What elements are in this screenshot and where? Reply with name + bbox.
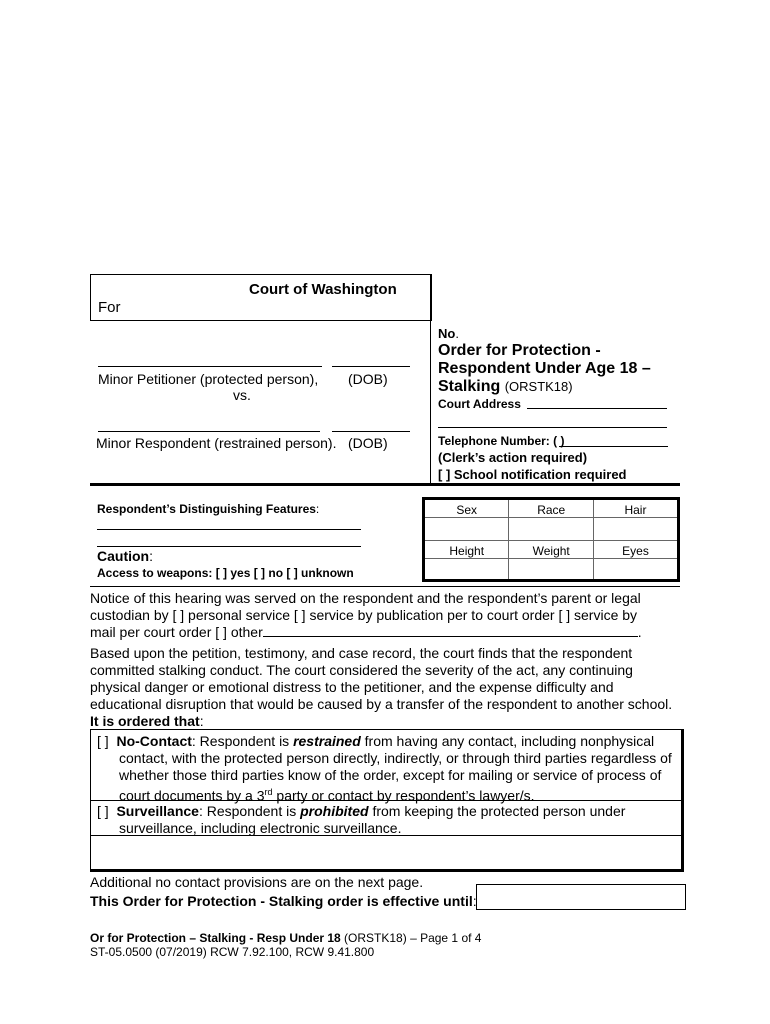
respondent-label: Minor Respondent (restrained person). xyxy=(96,435,337,451)
effective-colon: : xyxy=(472,893,477,909)
no-contact-line2: contact, with the protected person directly, indirectly, or through third parties regardless of xyxy=(119,750,672,766)
telephone-field[interactable] xyxy=(559,446,668,447)
surveillance-checkbox[interactable]: [ ] xyxy=(97,803,109,819)
weapons-label: Access to weapons xyxy=(97,566,209,580)
weight-value[interactable] xyxy=(509,558,594,580)
telephone-label: Telephone Number: ( ) xyxy=(438,434,565,448)
caption-divider xyxy=(430,274,431,484)
footer-title: Or for Protection – Stalking - Resp Under 18 xyxy=(90,931,341,945)
thin-divider xyxy=(90,586,680,587)
findings-line4: educational disruption that would be caused by a transfer of the respondent to another school. xyxy=(90,696,673,712)
caution-label xyxy=(97,548,153,564)
notice-line2: custodian by [ ] personal service [ ] service by publication per to court order [ ] service by xyxy=(90,607,638,623)
height-header: Height xyxy=(424,540,509,558)
features-field2[interactable] xyxy=(97,546,361,547)
race-header: Race xyxy=(509,499,594,518)
form-title-line2: Respondent Under Age 18 – xyxy=(438,360,651,377)
form-title-line3 xyxy=(438,378,573,396)
hair-header: Hair xyxy=(593,499,678,518)
no-contact-t2: from having any contact, including nonphysical xyxy=(360,733,655,749)
court-address-label: Court Address xyxy=(438,397,521,411)
surveillance-line2: surveillance, including electronic surveillance. xyxy=(119,820,402,836)
caution-colon: : xyxy=(149,548,153,564)
height-value[interactable] xyxy=(424,558,509,580)
findings-paragraph xyxy=(90,645,690,730)
form-title-stalking: Stalking xyxy=(438,378,501,395)
distinguishing-features-label xyxy=(97,502,319,516)
findings-line3: physical danger or emotional distress to the petitioner, and the expense difficulty and xyxy=(90,679,614,695)
notice-period: . xyxy=(637,624,642,640)
case-number-label: No xyxy=(438,326,456,341)
features-field1[interactable] xyxy=(97,529,361,530)
for-label: For xyxy=(98,299,121,316)
petitioner-label: Minor Petitioner (protected person), xyxy=(98,371,319,387)
petitioner-dob-label: (DOB) xyxy=(348,371,388,387)
case-number-dot: . xyxy=(455,326,459,341)
eyes-header: Eyes xyxy=(593,540,678,558)
surveillance-label: Surveillance xyxy=(116,803,199,819)
notice-line3 xyxy=(90,624,690,641)
features-table xyxy=(422,497,680,582)
effective-text: This Order for Protection - Stalking order is effective until xyxy=(90,893,473,909)
weight-header: Weight xyxy=(509,540,594,558)
additional-provisions: Additional no contact provisions are on the next page. xyxy=(90,874,424,890)
footer-code: (ORSTK18) – Page 1 of 4 xyxy=(340,931,482,945)
respondent-name-field[interactable] xyxy=(98,431,320,432)
weapons-options[interactable]: : [ ] yes [ ] no [ ] unknown xyxy=(208,566,354,580)
no-contact-line4a: court documents by a 3 xyxy=(119,787,265,804)
ordered-text: It is ordered that xyxy=(90,713,200,729)
ordered-colon: : xyxy=(199,713,204,729)
petitioner-name-field[interactable] xyxy=(98,366,322,367)
blank-order-section[interactable] xyxy=(90,835,684,872)
court-address-field1[interactable] xyxy=(527,408,667,409)
race-value[interactable] xyxy=(509,518,594,540)
sex-value[interactable] xyxy=(424,518,509,540)
surveillance-text xyxy=(97,803,677,837)
court-name: Court of Washington xyxy=(249,281,397,298)
no-contact-text xyxy=(97,733,677,805)
findings-line1: Based upon the petition, testimony, and case record, the court finds that the respondent xyxy=(90,645,633,661)
surveillance-t2: from keeping the protected person under xyxy=(368,803,626,819)
sex-header: Sex xyxy=(424,499,509,518)
footer-line2: ST-05.0500 (07/2019) RCW 7.92.100, RCW 9.41.800 xyxy=(90,945,375,959)
clerk-note: (Clerk’s action required) xyxy=(438,450,588,465)
findings-line2: committed stalking conduct. The court considered the severity of the act, any continuing xyxy=(90,662,633,678)
notice-line1: Notice of this hearing was served on the respondent and the respondent’s parent or legal xyxy=(90,590,641,606)
hair-value[interactable] xyxy=(593,518,678,540)
effective-date-field[interactable] xyxy=(476,884,686,910)
court-address-field2[interactable] xyxy=(438,427,667,428)
notice-paragraph xyxy=(90,590,690,641)
features-label-text: Respondent’s Distinguishing Features xyxy=(97,502,316,516)
restrained-word: restrained xyxy=(293,733,361,749)
school-notification[interactable]: [ ] School notification required xyxy=(438,467,627,482)
notice-other-field[interactable] xyxy=(263,624,638,637)
form-code: (ORSTK18) xyxy=(504,379,573,394)
features-colon: : xyxy=(315,502,320,516)
ordered-heading xyxy=(90,713,690,730)
thick-divider xyxy=(90,483,680,486)
surveillance-t1: : Respondent is xyxy=(198,803,301,819)
eyes-value[interactable] xyxy=(593,558,678,580)
form-title-line1: Order for Protection - xyxy=(438,342,601,359)
case-number xyxy=(438,326,459,341)
caption-top-rule xyxy=(90,320,430,321)
no-contact-label: No-Contact xyxy=(116,733,192,749)
respondent-dob-label: (DOB) xyxy=(348,435,388,451)
prohibited-word: prohibited xyxy=(300,803,369,819)
notice-other: mail per court order [ ] other xyxy=(90,624,263,640)
respondent-dob-field[interactable] xyxy=(332,431,410,432)
no-contact-checkbox[interactable]: [ ] xyxy=(97,733,109,749)
vs-label: vs. xyxy=(233,387,251,403)
no-contact-sup: rd xyxy=(264,787,273,797)
effective-until xyxy=(90,893,477,910)
weapons-access[interactable] xyxy=(97,566,354,580)
no-contact-line4b: party or contact by respondent’s lawyer/s. xyxy=(272,787,535,804)
footer-line1 xyxy=(90,931,481,945)
caution-text: Caution xyxy=(97,548,150,564)
no-contact-line3: whether those third parties know of the order, except for mailing or service of process of xyxy=(119,767,662,783)
petitioner-dob-field[interactable] xyxy=(332,366,410,367)
no-contact-t1: : Respondent is xyxy=(191,733,294,749)
